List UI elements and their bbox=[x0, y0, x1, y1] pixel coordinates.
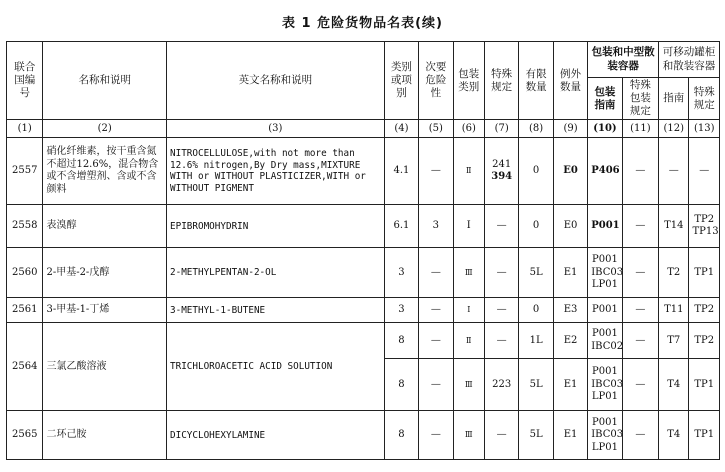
special-packing: — bbox=[622, 411, 658, 460]
header-limited-quantity: 有限数量 bbox=[519, 42, 553, 120]
special-provisions: — bbox=[484, 205, 518, 248]
table-row bbox=[7, 138, 720, 205]
excepted-quantity: E2 bbox=[553, 323, 587, 359]
packing-group: Ⅱ bbox=[453, 323, 484, 359]
col-number: (7) bbox=[484, 120, 518, 138]
special-packing: — bbox=[622, 323, 658, 359]
tank-special: TP1 bbox=[689, 411, 720, 460]
header-packaging-group: 包装和中型散装容器 bbox=[588, 42, 659, 78]
class: 3 bbox=[384, 298, 418, 323]
packing-group: Ⅲ bbox=[453, 359, 484, 411]
header-un-number: 联合国编号 bbox=[7, 42, 43, 120]
un-number: 2565 bbox=[7, 411, 43, 460]
table-row bbox=[7, 323, 720, 359]
english-name: 3-METHYL-1-BUTENE bbox=[167, 298, 385, 323]
special-provisions: — bbox=[484, 298, 518, 323]
special-packing: — bbox=[622, 248, 658, 298]
col-number: (11) bbox=[622, 120, 658, 138]
packing-group: Ⅰ bbox=[453, 205, 484, 248]
col-number: (4) bbox=[384, 120, 418, 138]
subsidiary-risk: — bbox=[419, 298, 453, 323]
packing-group: Ⅲ bbox=[453, 248, 484, 298]
class: 8 bbox=[384, 359, 418, 411]
subsidiary-risk: — bbox=[419, 411, 453, 460]
col-number: (2) bbox=[43, 120, 167, 138]
header-english-name: 英文名称和说明 bbox=[167, 42, 385, 120]
tank-instruction: T11 bbox=[659, 298, 689, 323]
tank-instruction: — bbox=[659, 138, 689, 205]
un-number: 2558 bbox=[7, 205, 43, 248]
limited-quantity: 5L bbox=[519, 248, 553, 298]
class: 4.1 bbox=[384, 138, 418, 205]
packing-instruction: P001 IBC03 LP01 bbox=[588, 411, 622, 460]
excepted-quantity: E0 bbox=[553, 138, 587, 205]
col-number: (12) bbox=[659, 120, 689, 138]
un-number: 2560 bbox=[7, 248, 43, 298]
header-class: 类别或项别 bbox=[384, 42, 418, 120]
subsidiary-risk: — bbox=[419, 248, 453, 298]
special-provision-code: 241 bbox=[492, 158, 512, 170]
tank-instruction: T14 bbox=[659, 205, 689, 248]
limited-quantity: 5L bbox=[519, 411, 553, 460]
limited-quantity: 0 bbox=[519, 138, 553, 205]
table-row bbox=[7, 298, 720, 323]
header-excepted-quantity: 例外数量 bbox=[553, 42, 587, 120]
tank-instruction: T2 bbox=[659, 248, 689, 298]
tank-special: — bbox=[689, 138, 720, 205]
col-number: (9) bbox=[553, 120, 587, 138]
excepted-quantity: E1 bbox=[553, 411, 587, 460]
tank-instruction: T7 bbox=[659, 323, 689, 359]
class: 8 bbox=[384, 411, 418, 460]
chinese-name: 表溴醇 bbox=[43, 205, 167, 248]
class: 3 bbox=[384, 248, 418, 298]
un-number: 2557 bbox=[7, 138, 43, 205]
tank-instruction: T4 bbox=[659, 359, 689, 411]
header-special-provisions: 特殊规定 bbox=[484, 42, 518, 120]
header-subsidiary-risk: 次要危险性 bbox=[419, 42, 453, 120]
subsidiary-risk: — bbox=[419, 323, 453, 359]
excepted-quantity: E1 bbox=[553, 359, 587, 411]
excepted-quantity: E0 bbox=[553, 205, 587, 248]
chinese-name: 二环己胺 bbox=[43, 411, 167, 460]
table-row bbox=[7, 205, 720, 248]
tank-special: TP2 bbox=[689, 323, 720, 359]
english-name: TRICHLOROACETIC ACID SOLUTION bbox=[167, 323, 385, 411]
chinese-name: 三氯乙酸溶液 bbox=[43, 323, 167, 411]
chinese-name: 2-甲基-2-戊醇 bbox=[43, 248, 167, 298]
class: 6.1 bbox=[384, 205, 418, 248]
tank-special: TP1 bbox=[689, 248, 720, 298]
special-provisions: 223 bbox=[484, 359, 518, 411]
special-provision-code: 394 bbox=[491, 171, 513, 183]
col-number: (10) bbox=[588, 120, 622, 138]
tank-special: TP2 TP13 bbox=[689, 205, 720, 248]
packing-instruction: P001 IBC02 bbox=[588, 323, 622, 359]
col-number: (8) bbox=[519, 120, 553, 138]
col-number: (13) bbox=[689, 120, 720, 138]
table-row bbox=[7, 248, 720, 298]
col-number: (6) bbox=[453, 120, 484, 138]
un-number: 2564 bbox=[7, 323, 43, 411]
header-tank-instruction: 指南 bbox=[659, 78, 689, 120]
packing-group: Ⅲ bbox=[453, 411, 484, 460]
excepted-quantity: E3 bbox=[553, 298, 587, 323]
chinese-name: 硝化纤维素，按干重含氮不超过12.6%，混合物含或不含增塑剂、含或不含颜料 bbox=[43, 138, 167, 205]
col-number: (5) bbox=[419, 120, 453, 138]
tank-special: TP2 bbox=[689, 298, 720, 323]
special-provisions: — bbox=[484, 411, 518, 460]
english-name: DICYCLOHEXYLAMINE bbox=[167, 411, 385, 460]
special-packing: — bbox=[622, 298, 658, 323]
english-name: NITROCELLULOSE,with not more than 12.6% nitrogen,By Dry mass,MIXTURE WITH or WITHOUT PLASTICIZER,WITH or WITHOUT PIGMENT bbox=[167, 138, 385, 205]
special-provisions: — bbox=[484, 323, 518, 359]
packing-instruction: P406 bbox=[588, 138, 622, 205]
subsidiary-risk: — bbox=[419, 359, 453, 411]
tank-instruction: T4 bbox=[659, 411, 689, 460]
header-tank-special: 特殊规定 bbox=[689, 78, 720, 120]
limited-quantity: 0 bbox=[519, 205, 553, 248]
table-title: 表 1 危险货物品名表(续) bbox=[282, 16, 443, 31]
table-row bbox=[7, 411, 720, 460]
header-packing-instruction: 包装指南 bbox=[588, 78, 622, 120]
col-number: (1) bbox=[7, 120, 43, 138]
subsidiary-risk: — bbox=[419, 138, 453, 205]
un-number: 2561 bbox=[7, 298, 43, 323]
english-name: 2-METHYLPENTAN-2-OL bbox=[167, 248, 385, 298]
packing-instruction: P001 IBC03 LP01 bbox=[588, 359, 622, 411]
header-packing-group: 包装类别 bbox=[453, 42, 484, 120]
dangerous-goods-table bbox=[6, 41, 720, 460]
limited-quantity: 1L bbox=[519, 323, 553, 359]
header-name: 名称和说明 bbox=[43, 42, 167, 120]
special-provisions bbox=[484, 138, 518, 205]
special-packing: — bbox=[622, 205, 658, 248]
special-provisions: — bbox=[484, 248, 518, 298]
limited-quantity: 0 bbox=[519, 298, 553, 323]
packing-instruction: P001 bbox=[588, 298, 622, 323]
header-special-packing: 特殊包装规定 bbox=[622, 78, 658, 120]
packing-instruction: P001 IBC03 LP01 bbox=[588, 248, 622, 298]
packing-instruction: P001 bbox=[588, 205, 622, 248]
special-packing: — bbox=[622, 359, 658, 411]
limited-quantity: 5L bbox=[519, 359, 553, 411]
chinese-name: 3-甲基-1-丁烯 bbox=[43, 298, 167, 323]
english-name: EPIBROMOHYDRIN bbox=[167, 205, 385, 248]
subsidiary-risk: 3 bbox=[419, 205, 453, 248]
packing-group: Ⅰ bbox=[453, 298, 484, 323]
header-tank-group: 可移动罐柜和散装容器 bbox=[659, 42, 720, 78]
tank-special: TP1 bbox=[689, 359, 720, 411]
class: 8 bbox=[384, 323, 418, 359]
excepted-quantity: E1 bbox=[553, 248, 587, 298]
packing-group: Ⅱ bbox=[453, 138, 484, 205]
col-number: (3) bbox=[167, 120, 385, 138]
special-packing: — bbox=[622, 138, 658, 205]
